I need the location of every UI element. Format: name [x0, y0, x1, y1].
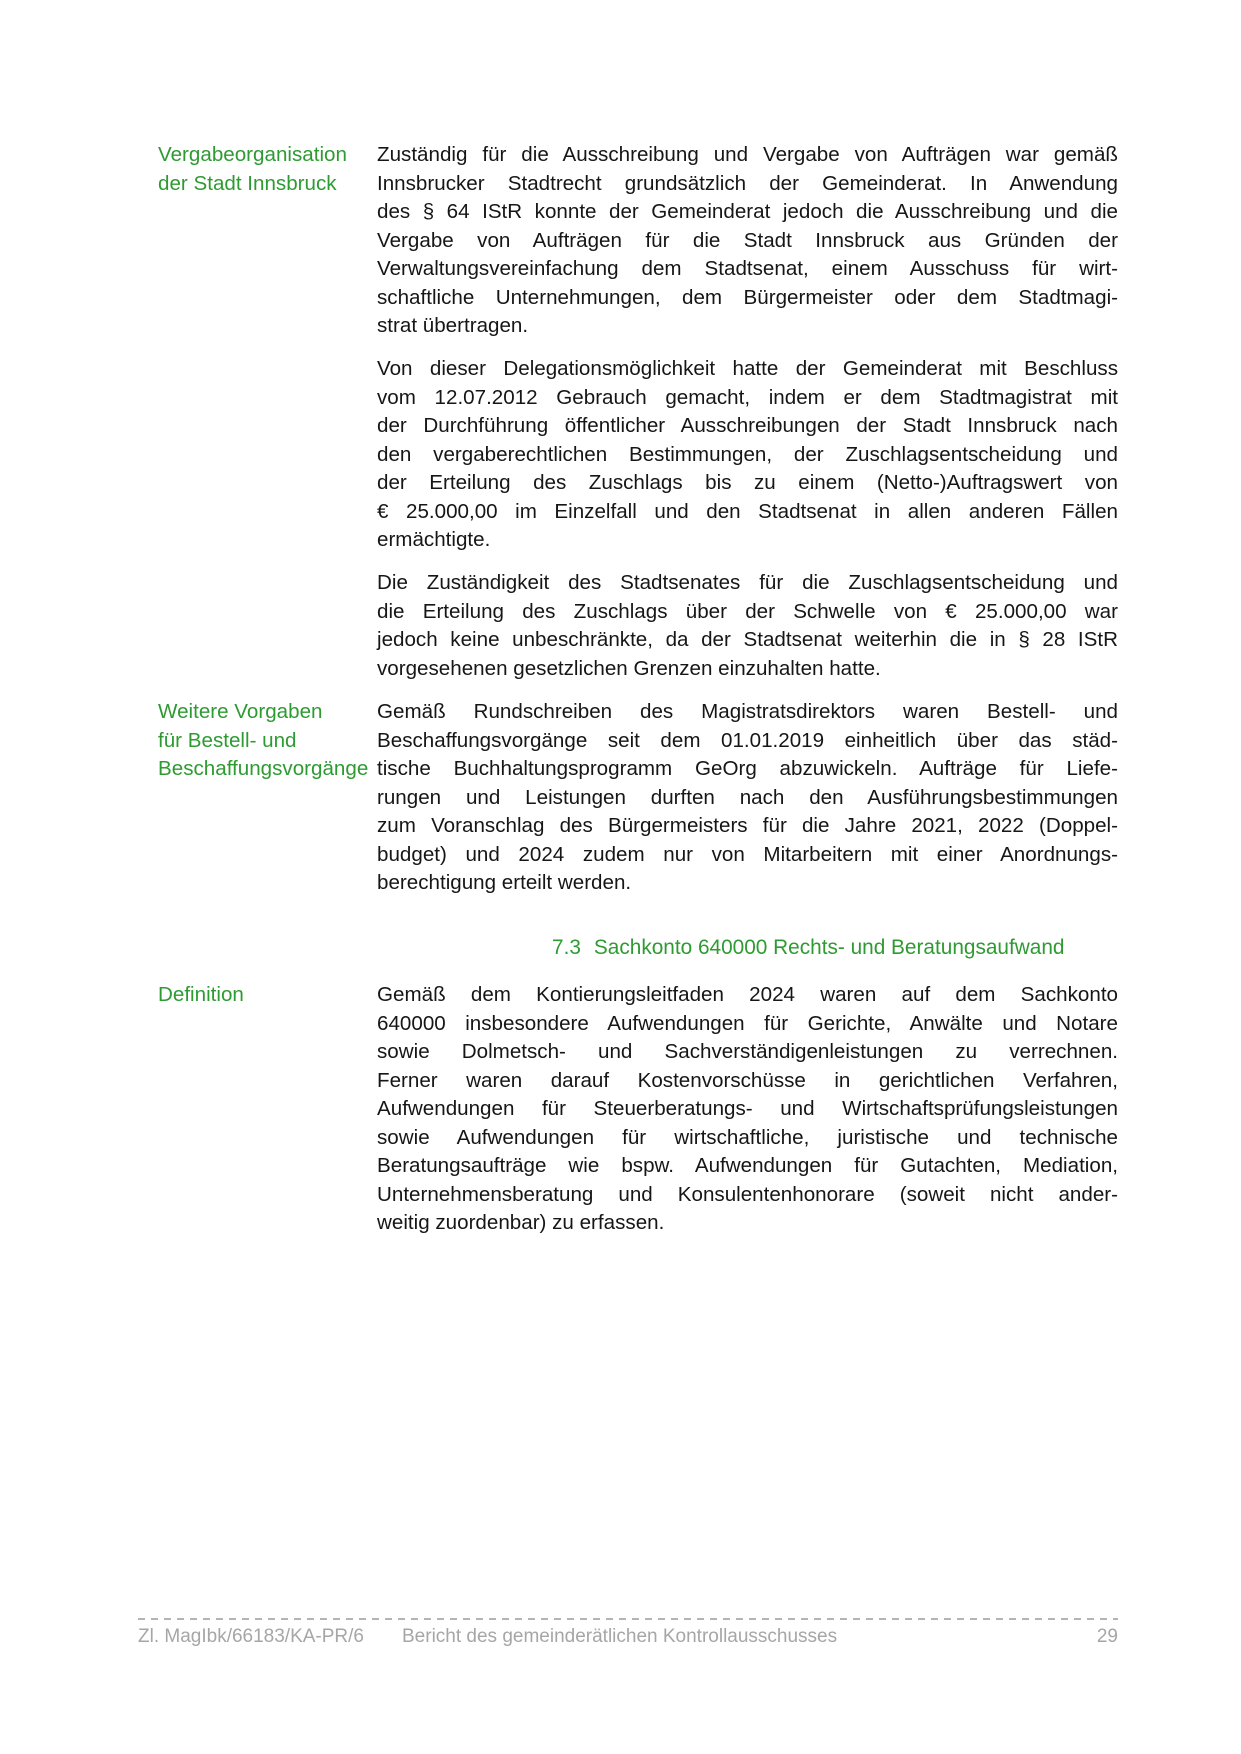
paragraph-line: rungen und Leistungen durften nach den Ausführungsbestimmungen — [377, 785, 1118, 809]
heading-number: 7.3 — [552, 936, 581, 959]
paragraph-line: jedoch keine unbeschränkte, da der Stadtsenat weiterhin die in § 28 IStR — [377, 628, 1118, 651]
paragraph-line: Aufwendungen für Steuerberatungs- und Wirtschaftsprüfungsleistungen — [377, 1097, 1118, 1120]
paragraph-line: ermächtigte. — [377, 528, 491, 551]
paragraph-line: den vergaberechtlichen Bestimmungen, der Zuschlagsentscheidung und — [377, 442, 1118, 466]
paragraph-line: der Erteilung des Zuschlags bis zu einem (Netto-)Auftragswert von — [377, 471, 1118, 494]
margin-label-vergabeorganisation — [158, 141, 373, 198]
paragraph-line: € 25.000,00 im Einzelfall und den Stadtsenat in allen anderen Fällen — [377, 499, 1118, 523]
paragraph-vergabeorganisation — [377, 141, 1118, 341]
margin-label-line: Weitere Vorgaben — [158, 700, 323, 723]
paragraph-line: 640000 insbesondere Aufwendungen für Gerichte, Anwälte und Notare — [377, 1011, 1118, 1035]
paragraph-line: der Durchführung öffentlicher Ausschreibungen der Stadt Innsbruck nach — [377, 414, 1118, 437]
heading-title: Sachkonto 640000 Rechts- und Beratungsaufwand — [593, 936, 1065, 959]
paragraph-definition — [377, 981, 1118, 1238]
paragraph-line: Beratungsaufträge wie bspw. Aufwendungen für Gutachten, Mediation, — [377, 1154, 1118, 1177]
paragraph-line: Verwaltungsvereinfachung dem Stadtsenat, einem Ausschuss für wirt- — [377, 257, 1118, 280]
paragraph-line: Beschaffungsvorgänge seit dem 01.01.2019 einheitlich über das städ- — [377, 728, 1118, 752]
section-heading-7-3 — [552, 934, 1065, 963]
paragraph-line: budget) und 2024 zudem nur von Mitarbeitern mit einer Anordnungs- — [377, 842, 1118, 866]
footer-report-title: Bericht des gemeinderätlichen Kontrollausschusses — [402, 1626, 838, 1647]
paragraph-line: berechtigung erteilt werden. — [377, 871, 632, 894]
paragraph-line: Von dieser Delegationsmöglichkeit hatte der Gemeinderat mit Beschluss — [377, 357, 1118, 380]
margin-label-line: für Bestell- und — [158, 728, 297, 752]
paragraph-delegation — [377, 355, 1118, 555]
margin-label-line: der Stadt Innsbruck — [158, 171, 337, 195]
paragraph-line: tische Buchhaltungsprogramm GeOrg abzuwickeln. Aufträge für Liefe- — [377, 757, 1118, 780]
paragraph-line: Gemäß Rundschreiben des Magistratsdirektors waren Bestell- und — [377, 700, 1118, 723]
paragraph-weitere-vorgaben — [377, 698, 1118, 898]
footer-reference-number: Zl. MagIbk/66183/KA-PR/6 — [138, 1626, 364, 1647]
paragraph-line: Unternehmensberatung und Konsulentenhonorare (soweit nicht ander- — [377, 1182, 1118, 1206]
paragraph-line: Innsbrucker Stadtrecht grundsätzlich der Gemeinderat. In Anwendung — [377, 171, 1118, 195]
paragraph-line: vorgesehenen gesetzlichen Grenzen einzuhalten hatte. — [377, 656, 881, 680]
margin-label-line: Vergabeorganisation — [158, 143, 347, 166]
margin-label-definition — [158, 981, 373, 1010]
margin-label-weitere-vorgaben — [158, 698, 373, 784]
paragraph-line: Gemäß dem Kontierungsleitfaden 2024 waren auf dem Sachkonto — [377, 983, 1118, 1006]
paragraph-line: strat übertragen. — [377, 314, 529, 337]
paragraph-zustaendigkeit — [377, 569, 1118, 683]
paragraph-line: sowie Dolmetsch- und Sachverständigenleistungen zu verrechnen. — [377, 1040, 1118, 1063]
paragraph-line: sowie Aufwendungen für wirtschaftliche, juristische und technische — [377, 1125, 1118, 1149]
paragraph-line: zum Voranschlag des Bürgermeisters für die Jahre 2021, 2022 (Doppel- — [377, 814, 1118, 837]
paragraph-line: Die Zuständigkeit des Stadtsenates für die Zuschlagsentscheidung und — [377, 571, 1118, 594]
margin-label-line: Definition — [158, 983, 244, 1006]
paragraph-line: vom 12.07.2012 Gebrauch gemacht, indem er dem Stadtmagistrat mit — [377, 385, 1118, 409]
paragraph-line: des § 64 IStR konnte der Gemeinderat jedoch die Ausschreibung und die — [377, 200, 1118, 223]
paragraph-line: schaftliche Unternehmungen, dem Bürgermeister oder dem Stadtmagi- — [377, 285, 1118, 309]
footer-dashed-divider — [138, 1618, 1118, 1620]
footer-page-number: 29 — [1096, 1626, 1118, 1647]
margin-label-line: Beschaffungsvorgänge — [158, 757, 369, 780]
paragraph-line: die Erteilung des Zuschlags über der Schwelle von € 25.000,00 war — [377, 599, 1118, 623]
paragraph-line: Zuständig für die Ausschreibung und Vergabe von Aufträgen war gemäß — [377, 143, 1118, 166]
paragraph-line: Vergabe von Aufträgen für die Stadt Innsbruck aus Gründen der — [377, 228, 1118, 252]
paragraph-line: Ferner waren darauf Kostenvorschüsse in gerichtlichen Verfahren, — [377, 1068, 1118, 1092]
paragraph-line: weitig zuordenbar) zu erfassen. — [377, 1211, 665, 1234]
